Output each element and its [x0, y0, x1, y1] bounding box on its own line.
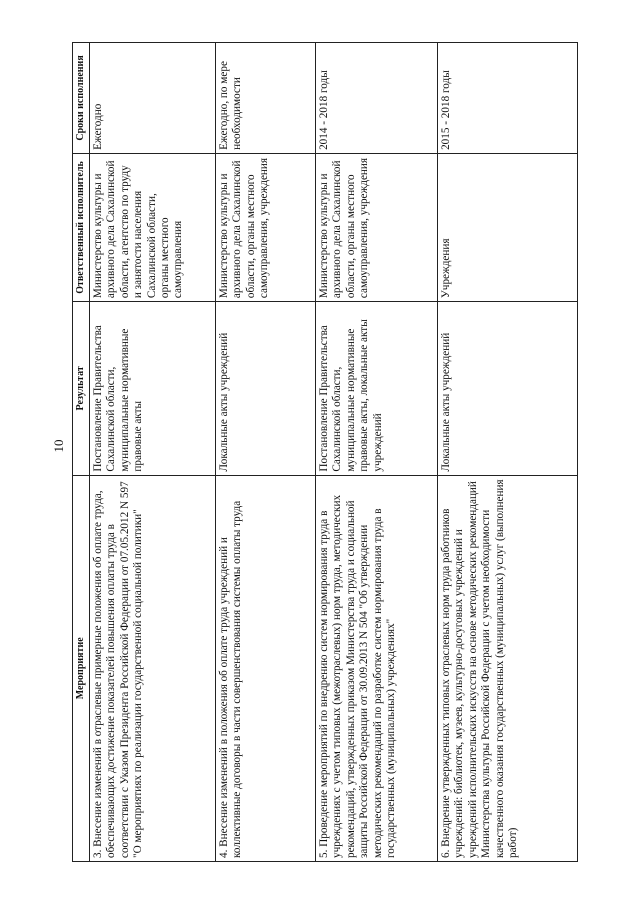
table-row	[438, 43, 578, 862]
cell-deadline: 2015 - 2018 годы	[438, 43, 578, 154]
table-row	[216, 43, 316, 862]
table-row	[90, 43, 216, 862]
cell-result: Постановление Правительства Сахалинской области, муниципальные нормативные правовые акты, локальные акты учреждений	[316, 302, 438, 475]
header-result: Результат	[73, 302, 90, 475]
header-measure: Мероприятие	[73, 475, 90, 861]
cell-deadline: 2014 - 2018 годы	[316, 43, 438, 154]
header-deadline: Сроки исполнения	[73, 43, 90, 154]
header-executor: Ответственный исполнитель	[73, 153, 90, 301]
cell-result: Постановление Правительства Сахалинской области, муниципальные нормативные правовые акты	[90, 302, 216, 475]
table-header-row	[73, 43, 90, 862]
page-number: 10	[51, 439, 66, 453]
cell-measure: 6. Внедрение утвержденных типовых отраслевых норм труда работников учреждений: библиотек, музеев, культурно-досуговых учреждений и учреждений исполнительских искусств на основе методических рекомендаций Министерства культуры Российской Федерации с учетом необходимости качественного оказания государственных (муниципальных) услуг (выполнения работ)	[438, 475, 578, 861]
cell-result: Локальные акты учреждений	[216, 302, 316, 475]
cell-deadline: Ежегодно	[90, 43, 216, 154]
cell-executor: Министерство культуры и архивного дела Сахалинской области, органы местного самоуправления, учреждения	[316, 153, 438, 301]
cell-measure: 3. Внесение изменений в отраслевые примерные положения об оплате труда, обеспечивающих достижение показателей повышения оплаты труда в соответствии с Указом Президента Российской Федерации от 07.05.2012 N 597 "О мероприятиях по реализации государственной социальной политики"	[90, 475, 216, 861]
cell-executor: Министерство культуры и архивного дела Сахалинской области, органы местного самоуправления, учреждения	[216, 153, 316, 301]
table-row	[316, 43, 438, 862]
cell-executor: Министерство культуры и архивного дела Сахалинской области, агентство по труду и занятости населения Сахалинской области, органы местного самоуправления	[90, 153, 216, 301]
cell-executor: Учреждения	[438, 153, 578, 301]
measures-table	[72, 42, 578, 862]
cell-result: Локальные акты учреждений	[438, 302, 578, 475]
cell-measure: 4. Внесение изменений в положения об оплате труда учреждений и коллективные договоры в части совершенствования системы оплаты труда	[216, 475, 316, 861]
cell-deadline: Ежегодно, по мере необходимости	[216, 43, 316, 154]
rotated-table-wrapper	[72, 42, 577, 862]
cell-measure: 5. Проведение мероприятий по внедрению систем нормирования труда в учреждениях с учетом типовых (межотраслевых) норм труда, методических рекомендаций, утвержденных приказом Министерства труда и социальной защиты Российской Федерации от 30.09.2013 N 504 "Об утверждении методических рекомендаций по разработке систем нормирования труда в государственных (муниципальных) учреждениях"	[316, 475, 438, 861]
